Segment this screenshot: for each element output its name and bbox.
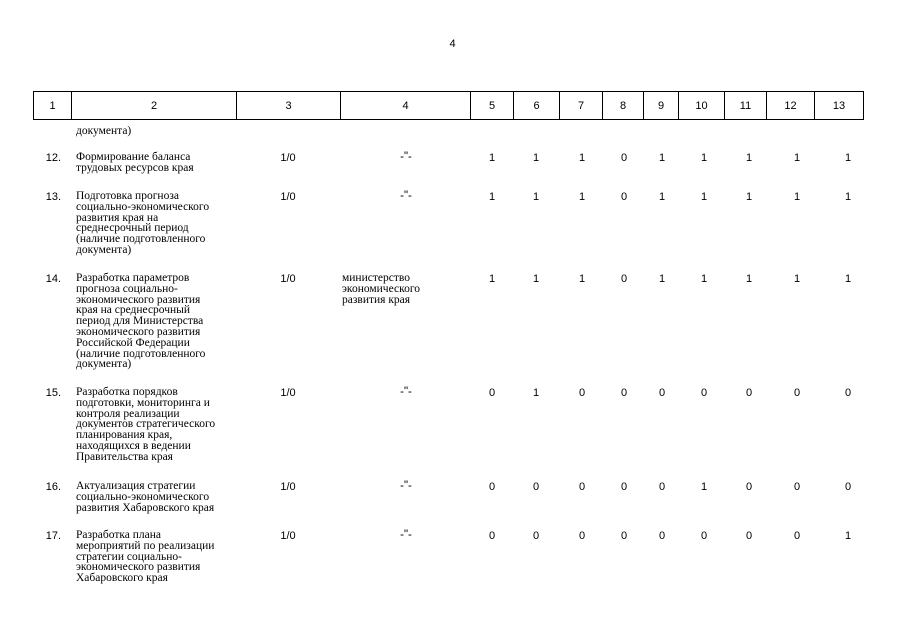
- row-number: 12.: [45, 152, 61, 164]
- row-unit: 1/0: [280, 481, 296, 493]
- row-value: 1: [578, 273, 586, 285]
- row-value: 0: [620, 481, 628, 493]
- row-value: 1: [844, 273, 852, 285]
- row-name: Подготовка прогноза социально-экономического развития края на среднесрочный период (наличие подготовленного документа): [76, 190, 210, 256]
- header-col-6: 6: [514, 92, 560, 120]
- row-value: 1: [793, 191, 801, 203]
- row-number: 15.: [45, 387, 61, 399]
- header-col-10: 10: [679, 92, 725, 120]
- row-value: 0: [658, 530, 666, 542]
- header-col-4: 4: [341, 92, 471, 120]
- row-value: 0: [745, 387, 753, 399]
- row-value: 0: [578, 387, 586, 399]
- row-value: 0: [658, 481, 666, 493]
- row-responsible: -"-: [400, 190, 412, 202]
- header-col-11: 11: [725, 92, 767, 120]
- row-responsible: -"-: [400, 529, 412, 541]
- row-value: 1: [700, 191, 708, 203]
- row-value: 0: [488, 481, 496, 493]
- row-responsible: -"-: [400, 480, 412, 492]
- header-col-7: 7: [560, 92, 603, 120]
- row-value: 0: [488, 387, 496, 399]
- row-value: 0: [578, 481, 586, 493]
- header-col-13: 13: [815, 92, 864, 120]
- row-value: 1: [578, 152, 586, 164]
- row-value: 0: [745, 530, 753, 542]
- row-value: 0: [532, 530, 540, 542]
- row-value: 0: [844, 387, 852, 399]
- header-col-12: 12: [767, 92, 815, 120]
- row-value: 1: [488, 191, 496, 203]
- continuation-text: документа): [76, 125, 132, 137]
- row-value: 1: [488, 273, 496, 285]
- row-value: 0: [488, 530, 496, 542]
- row-value: 1: [700, 152, 708, 164]
- row-value: 1: [658, 152, 666, 164]
- row-value: 1: [844, 530, 852, 542]
- row-name: Разработка параметров прогноза социально- экономического развития края на среднесрочный период для Министерства экономического развития Российской Федерации (наличие подготовленного документа): [76, 272, 206, 371]
- page-number: 4: [449, 38, 456, 50]
- row-value: 0: [700, 530, 708, 542]
- row-value: 0: [620, 273, 628, 285]
- header-col-8: 8: [603, 92, 644, 120]
- row-value: 0: [793, 481, 801, 493]
- row-value: 1: [793, 273, 801, 285]
- row-value: 1: [488, 152, 496, 164]
- row-value: 0: [844, 481, 852, 493]
- row-number: 16.: [45, 481, 61, 493]
- row-value: 0: [658, 387, 666, 399]
- row-name: Разработка плана мероприятий по реализации стратегии социально- экономического развития Хабаровского края: [76, 529, 215, 585]
- row-value: 1: [532, 273, 540, 285]
- header-col-1: 1: [34, 92, 72, 120]
- row-value: 0: [532, 481, 540, 493]
- row-value: 0: [700, 387, 708, 399]
- row-name: Разработка порядков подготовки, мониторинга и контроля реализации документов стратегического планирования края, находящихся в ведении Правительства края: [76, 386, 216, 463]
- row-value: 0: [620, 152, 628, 164]
- row-value: 1: [578, 191, 586, 203]
- header-col-2: 2: [72, 92, 237, 120]
- row-value: 1: [844, 152, 852, 164]
- row-responsible: министерство экономического развития края: [342, 272, 421, 306]
- row-name: Актуализация стратегии социально-экономического развития Хабаровского края: [76, 480, 215, 514]
- row-value: 1: [532, 152, 540, 164]
- row-value: 1: [793, 152, 801, 164]
- row-value: 1: [658, 191, 666, 203]
- row-value: 1: [745, 273, 753, 285]
- row-number: 17.: [45, 530, 61, 542]
- row-value: 1: [658, 273, 666, 285]
- header-col-5: 5: [471, 92, 514, 120]
- row-value: 0: [793, 530, 801, 542]
- row-value: 0: [793, 387, 801, 399]
- row-unit: 1/0: [280, 387, 296, 399]
- row-name: Формирование баланса трудовых ресурсов края: [76, 151, 194, 174]
- header-col-3: 3: [237, 92, 341, 120]
- row-value: 1: [532, 387, 540, 399]
- row-unit: 1/0: [280, 152, 296, 164]
- row-value: 0: [620, 191, 628, 203]
- row-unit: 1/0: [280, 530, 296, 542]
- row-unit: 1/0: [280, 273, 296, 285]
- row-number: 13.: [45, 191, 61, 203]
- row-value: 1: [700, 481, 708, 493]
- row-value: 0: [578, 530, 586, 542]
- row-number: 14.: [45, 273, 61, 285]
- row-value: 1: [532, 191, 540, 203]
- row-value: 1: [844, 191, 852, 203]
- row-value: 1: [745, 191, 753, 203]
- row-responsible: -"-: [400, 151, 412, 163]
- row-responsible: -"-: [400, 386, 412, 398]
- row-value: 0: [745, 481, 753, 493]
- row-unit: 1/0: [280, 191, 296, 203]
- header-row: [34, 92, 864, 120]
- row-value: 1: [700, 273, 708, 285]
- row-value: 1: [745, 152, 753, 164]
- row-value: 0: [620, 530, 628, 542]
- row-value: 0: [620, 387, 628, 399]
- header-col-9: 9: [644, 92, 679, 120]
- column-header-table: [33, 91, 864, 120]
